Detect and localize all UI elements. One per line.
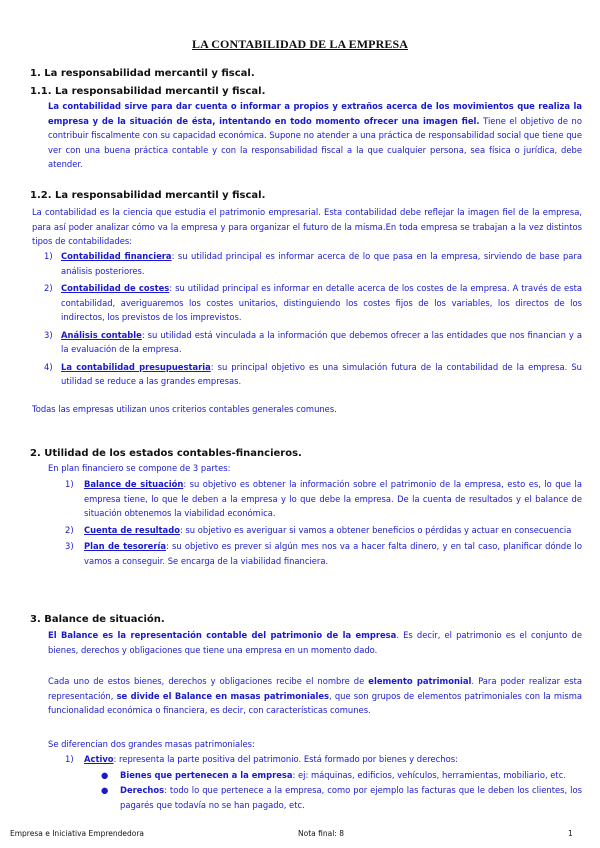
bullet-item	[65, 768, 582, 783]
section-2-heading: 2. Utilidad de los estados contables-financieros.	[30, 448, 302, 459]
list-text: : representa la parte positiva del patrimonio. Está formado por bienes y derechos:	[113, 754, 458, 764]
paragraph-bold-text: La contabilidad sirve para dar cuenta o informar a propios y extraños acerca de los movimientos que realiza la empresa y de la situación de ésta, intentando en todo momento ofrecer una imagen fiel.	[48, 101, 582, 126]
list-item	[44, 249, 582, 278]
bullet-item	[65, 783, 582, 812]
list-text: : su utilidad principal es informar acerca de lo que pasa en la empresa, sirviendo de base para análisis posteriores.	[61, 251, 582, 276]
list-number: 2)	[65, 524, 74, 535]
list-number: 2)	[44, 283, 53, 293]
page-title: LA CONTABILIDAD DE LA EMPRESA	[191, 37, 409, 51]
list-item	[65, 477, 582, 521]
list-number: 1)	[65, 754, 74, 764]
section-3-paragraph-1	[48, 628, 582, 657]
list-item	[44, 360, 582, 389]
paragraph-text: . Es decir, el patrimonio es el conjunto de bienes, derechos y obligaciones que tiene una empresa en un momento dado.	[48, 630, 582, 655]
bullet-dot-icon: ●	[101, 769, 109, 780]
section-1-2-paragraph: La contabilidad es la ciencia que estudia el patrimonio empresarial. Esta contabilidad debe reflejar la imagen fiel de la empresa, para así poder analizar cómo va la empresa y para organizar el futuro de la misma.En toda empresa se trabajan a la vez distintos tipos de contabilidades:	[32, 207, 582, 246]
paragraph-text: . Para poder realizar esta representación,	[48, 676, 582, 701]
list-item	[65, 539, 582, 568]
list-text: : su utilidad principal es informar en detalle acerca de los costes de la empresa. A través de esta contabilidad, averiguaremos los costes unitarios, distinguiendo los costes fijos de los variables, los directos de los indirectos, los previstos de los imprevistos.	[61, 283, 582, 322]
list-term: Activo	[84, 754, 114, 764]
paragraph-text: , que son grupos de elementos patrimoniales con la misma funcionalidad económica o financiera, es decir, con características comunes.	[48, 690, 582, 715]
list-term: Contabilidad de costes	[61, 283, 170, 293]
list-number: 4)	[44, 361, 53, 372]
paragraph-text: Cada uno de estos bienes, derechos y obligaciones recibe el nombre de	[48, 676, 369, 686]
bullet-text: : todo lo que pertenece a la empresa, como por ejemplo las facturas que le deben los clientes, los pagarés que todavía no se han pagado, etc.	[120, 785, 582, 810]
list-number: 3)	[44, 329, 53, 340]
bullet-term: Derechos	[120, 785, 165, 795]
plan-financiero-list	[65, 477, 582, 568]
list-term: La contabilidad presupuestaria	[61, 361, 211, 372]
list-number: 3)	[65, 541, 74, 551]
list-text: : su objetivo es prever si algún mes nos va a hacer falta dinero, y en tal caso, planificar dónde lo vamos a conseguir. Se encarga de la viabilidad financiera.	[84, 541, 583, 566]
list-item	[65, 523, 582, 538]
list-number: 1)	[44, 251, 53, 261]
section-1-1-heading: 1.1. La responsabilidad mercantil y fiscal.	[30, 86, 266, 97]
footer-grade: Nota final: 8	[298, 829, 344, 838]
list-item	[65, 752, 582, 767]
list-item	[44, 281, 582, 325]
paragraph-bold-text: El Balance es la representación contable del patrimonio de la empresa	[48, 630, 397, 640]
list-term: Cuenta de resultado	[84, 524, 180, 535]
section-1-closing: Todas las empresas utilizan unos criterios contables generales comunes.	[32, 404, 337, 414]
footer-page-number: 1	[568, 829, 573, 838]
list-number: 1)	[65, 479, 74, 489]
section-3-paragraph-3: Se diferencian dos grandes masas patrimoniales:	[48, 739, 255, 749]
section-1-2-heading: 1.2. La responsabilidad mercantil y fiscal.	[30, 190, 266, 201]
section-1-heading: 1. La responsabilidad mercantil y fiscal.	[30, 68, 255, 79]
list-item	[44, 328, 582, 357]
section-3-paragraph-2	[48, 674, 582, 718]
bullet-dot-icon: ●	[101, 785, 109, 795]
paragraph-bold-text: elemento patrimonial	[368, 676, 472, 686]
bullet-text: : ej: máquinas, edificios, vehículos, herramientas, mobiliario, etc.	[292, 769, 566, 780]
list-text: : su objetivo es obtener la información sobre el patrimonio de la empresa, esto es, lo que la empresa tiene, lo que le deben a la empresa y lo que debe la empresa. De la cuenta de resultados y el balance de situación obtenemos la viabilidad económica.	[84, 479, 582, 518]
list-text: : su principal objetivo es una simulación futura de la contabilidad de la empresa. Su utilidad se reduce a las grandes empresas.	[61, 361, 582, 386]
paragraph-bold-text: se divide el Balance en masas patrimoniales	[116, 690, 330, 701]
list-term: Contabilidad financiera	[61, 251, 172, 261]
list-text: : su objetivo es averiguar si vamos a obtener beneficios o pérdidas y actuar en consecuencia	[179, 524, 572, 535]
masas-patrimoniales-list	[65, 752, 582, 812]
contabilidades-list	[44, 249, 582, 389]
paragraph-text: Tiene el objetivo de no contribuir fiscalmente con su capacidad económica. Supone no atender a una práctica de responsabilidad social que tiene que ver con una buena práctica contable y con la responsabilidad fiscal a la que cualquier persona, sea física o jurídica, debe atender.	[48, 115, 582, 169]
section-2-intro: En plan financiero se compone de 3 partes:	[48, 463, 231, 473]
footer-left: Empresa e Iniciativa Emprendedora	[10, 829, 145, 838]
bullet-term: Bienes que pertenecen a la empresa	[120, 769, 293, 780]
list-text: : su utilidad está vinculada a la información que debemos ofrecer a las entidades que nos financian y a la evaluación de la empresa.	[61, 329, 582, 354]
list-term: Balance de situación	[84, 479, 184, 489]
list-term: Análisis contable	[61, 329, 142, 340]
section-1-1-paragraph	[48, 99, 582, 172]
section-3-heading: 3. Balance de situación.	[30, 614, 165, 625]
list-term: Plan de tesorería	[84, 541, 167, 551]
